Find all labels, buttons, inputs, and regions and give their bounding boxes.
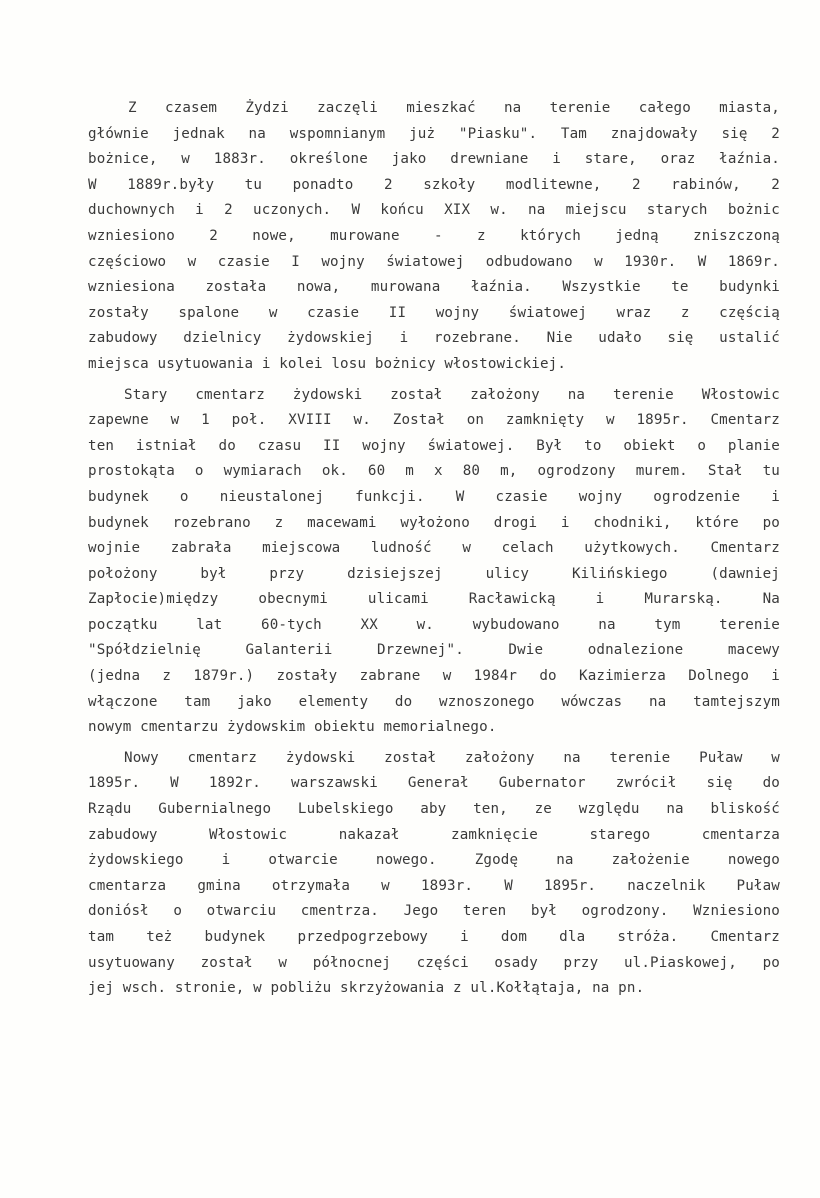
text-line: cmentarza gmina otrzymała w 1893r. W 1895r. naczelnik Puław bbox=[88, 877, 780, 894]
text-line: zostały spalone w czasie II wojny światowej wraz z częścią bbox=[88, 304, 780, 321]
text-line: częściowo w czasie I wojny światowej odbudowano w 1930r. W 1869r. bbox=[88, 253, 780, 270]
text-line: Z czasem Żydzi zaczęli mieszkać na terenie całego miasta, bbox=[128, 100, 780, 116]
text-line: zabudowy dzielnicy żydowskiej i rozebrane. Nie udało się ustalić bbox=[88, 330, 780, 347]
text-line: włączone tam jako elementy do wznoszonego wówczas na tamtejszym bbox=[88, 693, 780, 710]
text-line: wzniesiono 2 nowe, murowane - z których jedną zniszczoną bbox=[88, 227, 780, 244]
text-line: zabudowy Włostowic nakazał zamknięcie starego cmentarza bbox=[88, 826, 780, 843]
text-line: wojnie zabrała miejscowa ludność w celach użytkowych. Cmentarz bbox=[88, 540, 780, 557]
text-line: położony był przy dzisiejszej ulicy Kilińskiego (dawniej bbox=[88, 565, 780, 582]
text-line: głównie jednak na wspomnianym już "Piasku". Tam znajdowały się 2 bbox=[88, 125, 780, 142]
paragraph-1 bbox=[88, 96, 780, 378]
text-line: Rządu Gubernialnego Lubelskiego aby ten, ze względu na bliskość bbox=[88, 801, 780, 818]
text-line: prostokąta o wymiarach ok. 60 m x 80 m, ogrodzony murem. Stał tu bbox=[88, 463, 780, 480]
text-line: jej wsch. stronie, w pobliżu skrzyżowania z ul.Kołłątaja, na pn. bbox=[88, 980, 645, 997]
text-line: żydowskiego i otwarcie nowego. Zgodę na założenie nowego bbox=[88, 852, 780, 869]
text-line: 1895r. W 1892r. warszawski Generał Gubernator zwrócił się do bbox=[88, 775, 780, 792]
text-line: ten istniał do czasu II wojny światowej. Był to obiekt o planie bbox=[88, 437, 780, 454]
paragraph-2 bbox=[88, 383, 780, 741]
text-line: miejsca usytuowania i kolei losu bożnicy włostowickiej. bbox=[88, 355, 567, 372]
document-text bbox=[88, 96, 780, 1007]
text-line: usytuowany został w północnej części osady przy ul.Piaskowej, po bbox=[88, 954, 780, 971]
paragraph-3 bbox=[88, 746, 780, 1002]
text-line: Zapłocie)między obecnymi ulicami Racławicką i Murarską. Na bbox=[88, 591, 780, 608]
text-line: Nowy cmentarz żydowski został założony na terenie Puław w bbox=[124, 749, 780, 766]
text-line: doniósł o otwarciu cmentrza. Jego teren był ogrodzony. Wzniesiono bbox=[88, 903, 780, 920]
text-line: bożnice, w 1883r. określone jako drewniane i stare, oraz łaźnia. bbox=[88, 151, 780, 168]
text-line: nowym cmentarzu żydowskim obiektu memorialnego. bbox=[88, 719, 497, 736]
text-line: wzniesiona została nowa, murowana łaźnia. Wszystkie te budynki bbox=[88, 279, 780, 296]
text-line: duchownych i 2 uczonych. W końcu XIX w. na miejscu starych bożnic bbox=[88, 202, 780, 219]
text-line: budynek o nieustalonej funkcji. W czasie wojny ogrodzenie i bbox=[88, 488, 780, 505]
text-line: (jedna z 1879r.) zostały zabrane w 1984r do Kazimierza Dolnego i bbox=[88, 668, 780, 685]
text-line: Stary cmentarz żydowski został założony na terenie Włostowic bbox=[124, 386, 780, 403]
text-line: budynek rozebrano z macewami wyłożono drogi i chodniki, które po bbox=[88, 514, 780, 531]
text-line: początku lat 60-tych XX w. wybudowano na tym terenie bbox=[88, 616, 780, 633]
text-line: zapewne w 1 poł. XVIII w. Został on zamknięty w 1895r. Cmentarz bbox=[88, 412, 780, 429]
text-line: "Spółdzielnię Galanterii Drzewnej". Dwie odnalezione macewy bbox=[88, 642, 780, 659]
text-line: W 1889r.były tu ponadto 2 szkoły modlitewne, 2 rabinów, 2 bbox=[88, 176, 780, 193]
text-line: tam też budynek przedpogrzebowy i dom dla stróża. Cmentarz bbox=[88, 929, 780, 945]
